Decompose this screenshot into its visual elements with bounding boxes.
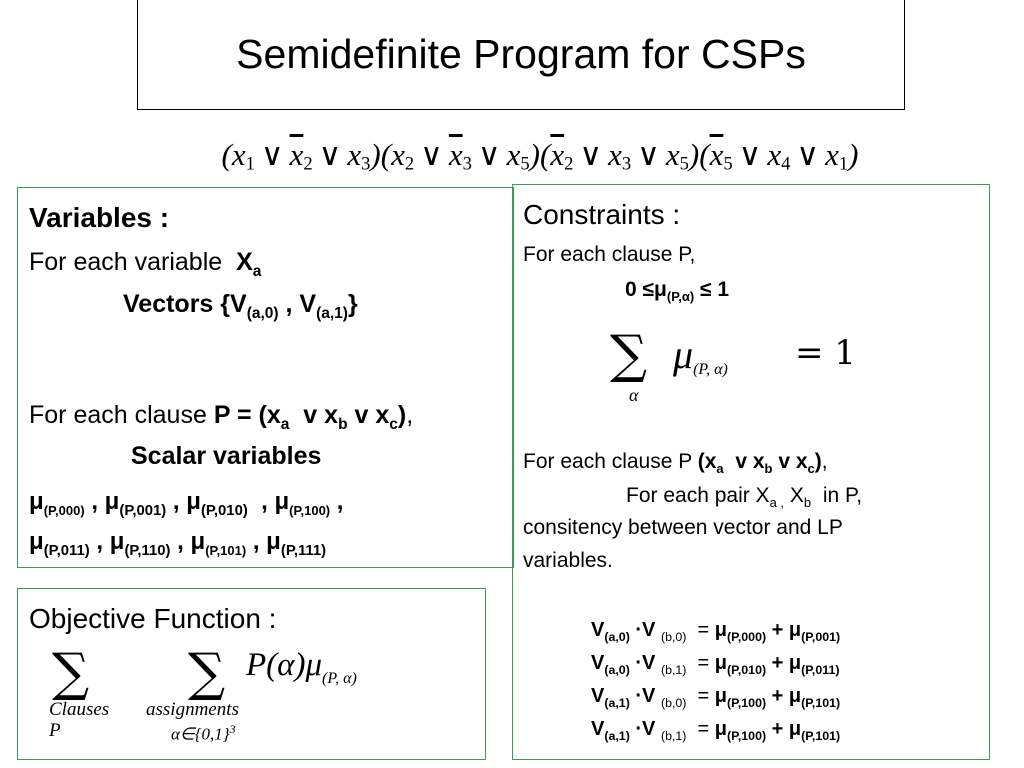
vectors-line: Vectors {$V_{(a,0)}$ , $V_{(a,1)}$} <box>123 290 358 322</box>
sum-index: α <box>629 385 639 405</box>
sum-assignments-sub: $\alpha\in\{0,1\}^3$ <box>171 722 236 744</box>
equation-row: $V_{(a,0)} \cdot V$ $_{(b,1)} = \mu_{(P,010)} + \mu_{(P,011)}$ <box>591 652 840 677</box>
variables-panel <box>17 187 514 568</box>
constraints-heading: Constraints : <box>523 199 681 230</box>
cnf-formula <box>120 128 960 176</box>
equation-row: $V_{(a,1)} \cdot V$ $_{(b,0)} = \mu_{(P,100)} + \mu_{(P,101)}$ <box>591 685 841 710</box>
mu-row-2: $\mu_{(P,011)}$ , $\mu_{(P,110)}$ , $\mu_{(P,101)}$ , $\mu_{(P,111)}$ <box>29 528 327 559</box>
sum-clauses-sub: P <box>49 720 61 741</box>
constraints-line1: For each clause P, <box>523 243 696 266</box>
constraints-panel <box>512 184 990 760</box>
consistency-line1: consitency between vector and LP <box>523 516 843 539</box>
formula-clause-4: ($\overline{x}_5$ ∨ $x_4$ ∨ $x_1$) <box>699 137 859 175</box>
equation-row: $V_{(a,0)} \cdot V$ $_{(b,0)} = \mu_{(P,000)} + \mu_{(P,001)}$ <box>591 619 841 644</box>
pair-line: For each pair $X_{a ,}$ $X_b$ in P, <box>626 484 863 511</box>
objective-panel <box>17 588 486 760</box>
slide-title-box <box>137 0 905 110</box>
sum-symbol: ∑ <box>610 325 648 385</box>
sum-rhs: = 1 <box>795 333 856 373</box>
sum-body: μ(P, α) <box>673 332 728 378</box>
formula-clause-2: ($x_2$ ∨ $\overline{x}_3$ ∨ $x_5$) <box>380 137 540 175</box>
sum-assignments-symbol: ∑ <box>188 643 226 703</box>
formula-clause-3: ($\overline{x}_2$ ∨ $x_3$ ∨ $x_5$) <box>540 137 700 175</box>
sum-clauses-label: Clauses <box>49 699 110 720</box>
variables-line <box>29 248 261 281</box>
clause-line: For each clause $P = (x_a$ v $x_b$ v $x_c$), <box>29 401 414 433</box>
constraints-clause-line: For each clause P ($x_a$ v $x_b$ v $x_c$), <box>523 450 828 477</box>
sum-clauses-symbol: ∑ <box>52 643 90 703</box>
sum-assignments-label: assignments <box>146 699 239 720</box>
consistency-line2: variables. <box>523 549 613 572</box>
objective-body: $P(\alpha)\mu_{(P, \alpha)}$ <box>246 647 357 687</box>
formula-clause-1: ($x_1$ ∨ $\overline{x}_2$ ∨ $x_3$) <box>221 137 381 175</box>
variables-line-text: For each variable <box>29 248 223 276</box>
scalar-label: Scalar variables <box>131 442 322 470</box>
bound-constraint: $0 \le\mu_{(P,\alpha)} \le 1$ <box>625 278 730 305</box>
slide-title: Semidefinite Program for CSPs <box>236 31 806 77</box>
objective-heading: Objective Function : <box>29 603 277 634</box>
variables-heading: Variables : <box>29 202 170 233</box>
mu-row-1: $\mu_{(P,000)}$ , $\mu_{(P,001)}$ , $\mu_{(P,010)}$ , $\mu_{(P,100)}$ , <box>29 488 344 519</box>
variable-x: $X_a$ <box>236 248 262 280</box>
equation-row: $V_{(a,1)} \cdot V$ $_{(b,1)} = \mu_{(P,100)} + \mu_{(P,101)}$ <box>591 718 841 743</box>
